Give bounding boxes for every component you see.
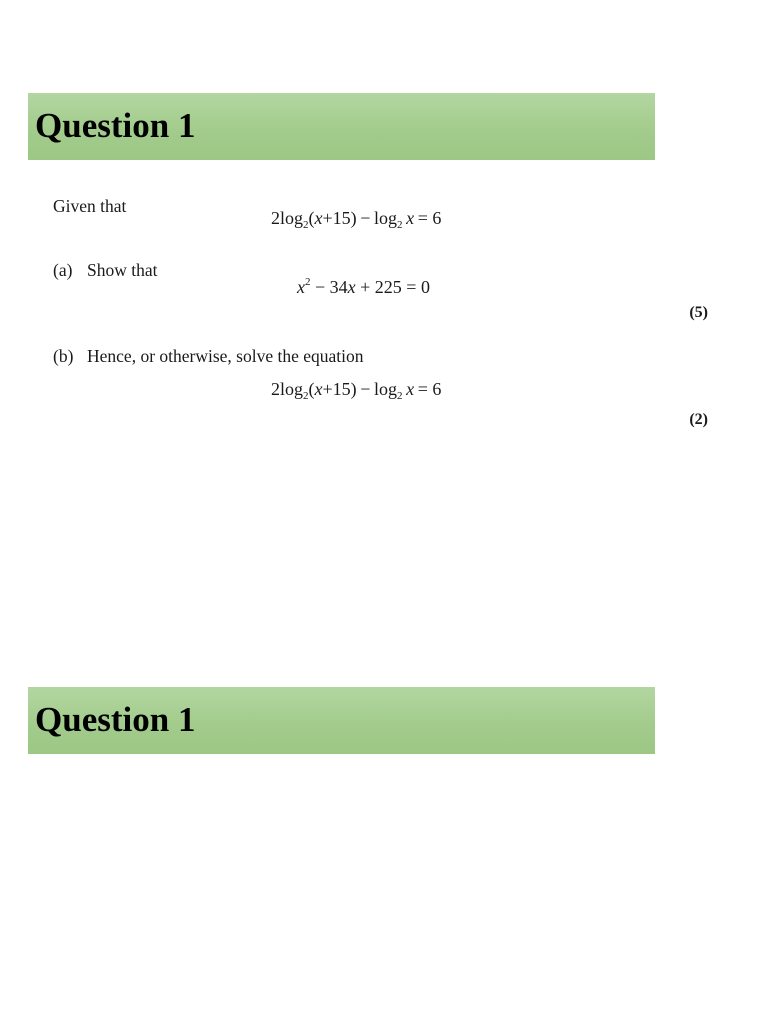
eq-coefficient: 2	[271, 379, 280, 399]
eq-rhs: = 6	[417, 379, 442, 399]
part-a-label: (a)	[53, 260, 73, 280]
eq-exponent: 2	[305, 276, 311, 288]
eq-variable: x	[297, 277, 305, 297]
part-b-label: (b)	[53, 346, 74, 366]
part-a-marks: (5)	[689, 304, 708, 321]
eq-middle-term: − 34	[315, 277, 348, 297]
eq-open-paren: (	[308, 379, 315, 399]
eq-log-base-2: 2	[397, 219, 403, 231]
eq-log: log	[280, 379, 304, 399]
eq-variable-2: x	[406, 379, 415, 399]
eq-open-paren: (	[308, 208, 315, 228]
intro-text: Given that	[53, 196, 127, 216]
eq-argument-rest: +15) −	[322, 379, 375, 399]
eq-variable-2: x	[406, 208, 415, 228]
question-heading: Question 1	[35, 106, 196, 145]
eq-log-base: 2	[303, 390, 309, 402]
eq-variable: x	[314, 208, 323, 228]
question-banner	[28, 93, 655, 160]
question-banner-2	[28, 687, 655, 754]
part-b-prompt	[53, 346, 364, 366]
eq-rhs: + 225 = 0	[360, 277, 430, 297]
part-b-equation	[271, 378, 441, 400]
part-a-equation	[297, 276, 430, 298]
part-a-prompt	[53, 260, 158, 280]
eq-log-2: log	[374, 208, 398, 228]
eq-log: log	[280, 208, 304, 228]
given-equation	[271, 207, 441, 229]
eq-log-2: log	[374, 379, 398, 399]
eq-variable-2: x	[347, 277, 356, 297]
eq-coefficient: 2	[271, 208, 280, 228]
part-a-text: Show that	[87, 260, 158, 280]
eq-log-base: 2	[303, 219, 309, 231]
eq-argument-rest: +15) −	[322, 208, 375, 228]
question-heading-2: Question 1	[35, 700, 196, 739]
part-b-text: Hence, or otherwise, solve the equation	[87, 346, 364, 366]
part-b-marks: (2)	[689, 411, 708, 428]
eq-variable: x	[314, 379, 323, 399]
eq-log-base-2: 2	[397, 390, 403, 402]
eq-rhs: = 6	[417, 208, 442, 228]
